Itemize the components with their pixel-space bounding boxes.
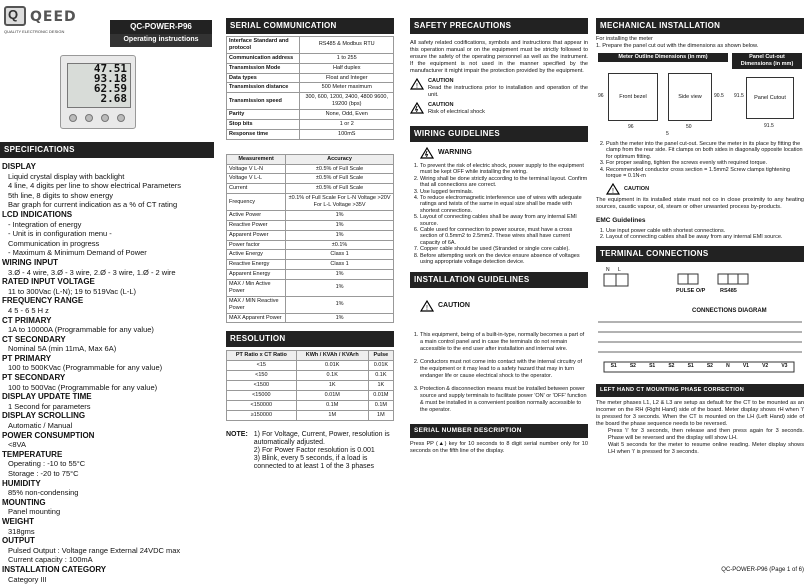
terminal-labels: [604, 363, 794, 369]
list-item: 1. This equipment, being of a built-in-type, normally becomes a part of a main control panel and in case the terminals do not remain accessible to the end user after installation and internal wire.: [420, 332, 588, 353]
spec-line: - Integration of energy: [8, 219, 82, 229]
table-header-cell: Measurement: [227, 154, 286, 164]
spec-heading: TEMPERATURE: [2, 449, 63, 459]
spec-heading: OUTPUT: [2, 536, 35, 546]
front-bezel: Front bezel: [608, 73, 658, 121]
wiring-list: [410, 163, 588, 266]
spec-list: [0, 158, 214, 584]
doc-title: QC-POWER-P96: [110, 20, 212, 34]
spec-heading: HUMIDITY: [2, 478, 41, 488]
serial-number-heading: SERIAL NUMBER DESCRIPTION: [410, 424, 588, 438]
table-row: [227, 371, 394, 381]
table-row: [227, 260, 394, 270]
spec-heading: WEIGHT: [2, 516, 34, 526]
emc-list: 1. Use input power cable with shortest connections. 2. Layout of connecting cables shall be away from any internal EMI source.: [596, 228, 804, 241]
table-cell: 1 or 2: [300, 119, 394, 129]
spec-line: - Maximum & Minimum Demand of Power: [8, 248, 147, 258]
warning-icon: [606, 183, 620, 195]
table-cell: Transmission distance: [227, 83, 300, 93]
table-row: [227, 280, 394, 297]
list-item: 2. Wiring shall be done strictly according to the terminal layout. Confirm that all connections are correct.: [420, 176, 588, 189]
table-row: [227, 93, 394, 110]
table-cell: 0.01K: [368, 361, 393, 371]
table-header: [227, 154, 394, 164]
list-item: 4. Recommended conductor cross section = 1.5mm2 Screw clamps tightening torque = 0.1N-m: [606, 167, 804, 180]
table-header-cell: Pulse: [368, 351, 393, 361]
table-cell: 1K: [368, 381, 393, 391]
installation-heading: INSTALLATION GUIDELINES: [410, 272, 588, 288]
table-cell: Float and Integer: [300, 73, 394, 83]
list-item: 8. Before attempting work on the device ensure absence of voltages using appropriate voltage detection device.: [420, 253, 588, 266]
table-cell: 500 Meter maximum: [300, 83, 394, 93]
lh-ct-heading: LEFT HAND CT MOUNTING PHASE CORRECTION: [596, 384, 804, 397]
spec-heading: WIRING INPUT: [2, 257, 58, 267]
table-cell: Apparent Power: [227, 230, 286, 240]
table-cell: Class 1: [286, 260, 394, 270]
table-row: [227, 174, 394, 184]
table-cell: 1%: [286, 220, 394, 230]
resolution-table: [226, 350, 394, 420]
specifications: [0, 142, 214, 584]
column-3: SAFETY PRECAUTIONS All safety related codifications, symbols and instructions that appear in this operation manual or on the equipment must be strictly followed to ensure the safety of the operating personnel as well as the instrument. If the equipment is not used in the manner specified by the manufacturer it might impair the protection provided by the equipment. ! CAUTION Read the instructions prior to installation and operation of the unit. CAUTION Risk of electrical shock WIRING GUIDELINES WARNING 1. To prevent the risk of electric shock, power supply to the equipment must be kept OFF while installing the wiring. 2. Wiring shall be done strictly according to the terminal layout. Confirm that all connections are correct. 3. Use lugged terminals. 4. To reduce electromagnetic interference use of wires with adequate ratings and twists of the same in equal size shall be made with shortest connections. 5. Layout of connecting cables shall be away from any internal EMI source. 6. Cable used for connection to power source, must have a cross section of 0.5mm2 to 2.5mm2. These wires shall have current capacity of 6A. 7. Copper cable should be used (Stranded or single core cable). 8. Before attempting work on the device ensure absence of voltages using appropriate voltage detection device. INSTALLATION GUIDELINES ! CAUTION 1. This equipment, being of a built-in-type, normally becomes a part of a main control panel and in case the terminals do not remain accessible to the end user after installation and internal wire. 2. Conductors must not come into contact with the internal circuitry of the equipment or it may lead to a safety hazard that may in turn endanger life or cause electrical shock to the operator. 3. Protection & disconnection means must be installed between power source and supply terminals to facilitate power 'ON' or 'OFF' function & must be installed in a convenient position normally accessible to the operator. SERIAL NUMBER DESCRIPTION Press PP (▲) key for 10 seconds to 8 digit serial number only for 10 seconds on the fifth line of the display.: [410, 0, 588, 455]
spec-heading: INSTALLATION CATEGORY: [2, 564, 107, 574]
table-row: [227, 164, 394, 174]
table-cell: 0.01K: [296, 361, 368, 371]
table-cell: <1500: [227, 381, 297, 391]
spec-line: 5th line, 8 digits to show energy: [8, 190, 114, 200]
table-cell: ±0.5% of Full Scale: [286, 184, 394, 194]
table-cell: Frequency: [227, 194, 286, 211]
list-item: 1. To prevent the risk of electric shock, power supply to the equipment must be kept OFF while installing the wiring.: [420, 163, 588, 176]
panel-cutout: Panel Cutout: [746, 77, 794, 119]
spec-heading: FREQUENCY RANGE: [2, 296, 84, 306]
serial-heading: SERIAL COMMUNICATION: [226, 18, 394, 34]
table-cell: Half duplex: [300, 63, 394, 73]
table-row: [227, 240, 394, 250]
table-row: [227, 184, 394, 194]
table-cell: <15000: [227, 390, 297, 400]
table-cell: <150: [227, 371, 297, 381]
doc-subtitle: Operating instructions: [110, 34, 212, 47]
table-cell: Active Power: [227, 210, 286, 220]
table-cell: Response time: [227, 129, 300, 139]
table-row: [227, 53, 394, 63]
table-cell: 100mS: [300, 129, 394, 139]
list-item: 6. Cable used for connection to power source, must have a cross section of 0.5mm2 to 2.5mm2. These wires shall have current capacity of 6A.: [420, 227, 588, 246]
table-cell: RS485 & Modbus RTU: [300, 37, 394, 54]
table-row: [227, 83, 394, 93]
table-cell: Power factor: [227, 240, 286, 250]
terminal-label: N: [726, 363, 730, 370]
column-1: [0, 0, 214, 584]
table-cell: Interface Standard and protocol: [227, 37, 300, 54]
table-cell: 0.1M: [368, 400, 393, 410]
table-row: [227, 410, 394, 420]
spec-heading: RATED INPUT VOLTAGE: [2, 277, 95, 287]
spec-heading: CT PRIMARY: [2, 315, 52, 325]
svg-text:!: !: [426, 304, 428, 312]
svg-text:!: !: [416, 83, 418, 90]
mechanical-steps: [596, 141, 804, 179]
safety-heading: SAFETY PRECAUTIONS: [410, 18, 588, 34]
table-cell: 1 to 255: [300, 53, 394, 63]
table-cell: 0.1M: [296, 400, 368, 410]
table-cell: ±0.5% of Full Scale: [286, 164, 394, 174]
spec-line: 85% non-condensing: [8, 488, 79, 498]
list-item: 2. Conductors must not come into contact with the internal circuitry of the equipment or it may lead to a safety hazard that may in turn endanger life or cause electrical shock to the operator.: [420, 359, 588, 380]
spec-line: 100 to 500KVac (Programmable for any value): [8, 363, 163, 373]
terminal-label: V2: [762, 363, 769, 370]
table-cell: 1%: [286, 313, 394, 323]
wiring-heading: WIRING GUIDELINES: [410, 126, 588, 142]
warning-icon: [420, 300, 434, 312]
table-row: [227, 210, 394, 220]
column-4: MECHANICAL INSTALLATION For installing the meter 1. Prepare the panel cut out with the dimensions as shown below. Meter Outline Dimensions (in mm) Panel Cut-out Dimensions (in mm) Front bezel Side view Panel Cutout 96 50 5 90.5 91.5 96 91.5 2. Push the meter into the panel cut-out. Secure the meter in its place by fitting the clamp from the rear side. Fit clamps on both sides in diagonally opposite location for optimum fitting. 3. For proper sealing, tighten the screws evenly with required torque. 4. Recommended conductor cross section = 1.5mm2 Screw clamps tightening torque = 0.1N-m ! CAUTION The equipment in its installed state must not co in close proximity to any heating sources, caustic vapour, oil, steam or other unwanted process by-products. EMC Guidelines 1. Use input power cable with shortest connections. 2. Layout of connecting cables shall be away from any internal EMI source. TERMINAL CONNECTIONS N L PULSE O/P RS485 CONNECTIONS DIAGRAM S1 S2 S1 S2 S1 S2 N V1 V2 V3 LEFT HAND CT MOUNTING PHASE CORRECTION The meter phases L1, L2 & L3 are setup as default for the CT to be mounted as an incomer on the RH (Right Hand) side of the board. Meter display shows rH when 'i' is pressed for 3 seconds. When the CT is mounted on the LH (Left Hand) side of the board the phase sequence needs to be reversed. Press 'i' for 3 seconds, then release and then press again for 3 seconds. Phase will be reversed and the display will show LH. Wait 5 seconds for the meter to resume online reading. Meter display shows LH when 'i' is pressed for 3 seconds.: [596, 0, 804, 456]
spec-line: 1A to 10000A (Programmable for any value): [8, 325, 154, 335]
spec-heading: POWER CONSUMPTION: [2, 430, 95, 440]
spec-line: Liquid crystal display with backlight: [8, 171, 125, 181]
list-item: 4. To reduce electromagnetic interference use of wires with adequate ratings and twists of the same in equal size shall be made with shortest connections.: [420, 195, 588, 214]
spec-heading: MOUNTING: [2, 497, 46, 507]
spec-heading: LCD INDICATIONS: [2, 209, 73, 219]
table-header-cell: PT Ratio x CT Ratio: [227, 351, 297, 361]
table-row: [227, 390, 394, 400]
table-cell: 300, 600, 1200, 2400, 4800 9600, 19200 (bps): [300, 93, 394, 110]
dimension-diagram: Meter Outline Dimensions (in mm) Panel Cut-out Dimensions (in mm) Front bezel Side view Panel Cutout 96 50 5 90.5 91.5 96 91.5: [596, 53, 804, 139]
table-cell: Stop bits: [227, 119, 300, 129]
table-cell: ±0.1%: [286, 240, 394, 250]
terminal-label: S1: [687, 363, 694, 370]
note: NOTE: 1) For Voltage, Current, Power, resolution is automatically adjusted. 2) For Power Factor resolution is 0.001 3) Blink, every 5 seconds, if a load is connected to at least 1 of the 3 phases: [226, 430, 390, 471]
svg-text:L: L: [618, 267, 621, 274]
spec-line: Storage : -20 to 75°C: [8, 469, 79, 478]
accuracy-table: [226, 154, 394, 324]
spec-line: Bar graph for current indication as a % of CT rating: [8, 200, 178, 210]
list-item: 2. Push the meter into the panel cut-out. Secure the meter in its place by fitting the clamp from the rear side. Fit clamps on both sides in diagonally opposite location for optimum fitting.: [606, 141, 804, 160]
table-cell: 0.1K: [368, 371, 393, 381]
table-cell: 1%: [286, 210, 394, 220]
table-cell: 0.01M: [368, 390, 393, 400]
terminal-label: S2: [629, 363, 636, 370]
table-cell: 0.1K: [296, 371, 368, 381]
spec-line: Panel mounting: [8, 507, 61, 517]
shock-icon: [410, 102, 424, 114]
spec-line: 4 5 - 6 5 H z: [8, 305, 49, 315]
table-cell: ±0.5% of Full Scale: [286, 174, 394, 184]
terminal-label: S1: [610, 363, 617, 370]
spec-heading: DISPLAY: [2, 162, 36, 171]
spec-line: <8VA: [8, 440, 26, 450]
table-cell: MAX Apparent Power: [227, 313, 286, 323]
table-cell: Transmission Mode: [227, 63, 300, 73]
table-cell: ≥150000: [227, 410, 297, 420]
terminal-label: S2: [706, 363, 713, 370]
table-row: [227, 63, 394, 73]
table-row: [227, 119, 394, 129]
spec-line: 11 to 300Vac (L-N); 19 to 519Vac (L-L): [8, 286, 136, 296]
table-row: [227, 110, 394, 120]
table-row: [227, 250, 394, 260]
table-row: [227, 129, 394, 139]
table-cell: 1M: [368, 410, 393, 420]
spec-line: Nominal 5A (min 11mA, Max 6A): [8, 344, 117, 354]
table-row: [227, 194, 394, 211]
terminal-label: S1: [649, 363, 656, 370]
table-cell: <15: [227, 361, 297, 371]
table-row: [227, 400, 394, 410]
spec-line: Category III: [8, 574, 47, 584]
svg-text:!: !: [612, 188, 614, 196]
spec-line: 1 Second for parameters: [8, 401, 91, 411]
table-cell: MAX / Min Active Power: [227, 280, 286, 297]
table-cell: Communication address: [227, 53, 300, 63]
table-header-cell: KWh / KVAh / KVArh: [296, 351, 368, 361]
list-item: 3. Use lugged terminals.: [420, 189, 588, 195]
list-item: 5. Layout of connecting cables shall be away from any internal EMI source.: [420, 214, 588, 227]
brand-logo: Q QEED QUALITY ELECTRONIC DESIGN: [4, 7, 77, 34]
table-cell: MAX / MIN Reactive Power: [227, 296, 286, 313]
table-cell: None, Odd, Even: [300, 110, 394, 120]
installation-list: [410, 332, 588, 414]
table-cell: 1%: [286, 270, 394, 280]
table-cell: Class 1: [286, 250, 394, 260]
table-cell: ±0.1% of Full Scale For L-N Voltage >20V For L-L Voltage >35V: [286, 194, 394, 211]
list-item: 3. Protection & disconnection means must be installed between power source and supply terminals to facilitate power 'ON' or 'OFF' function & must be installed in a convenient position normally accessible to the operator.: [420, 386, 588, 414]
table-cell: 1%: [286, 296, 394, 313]
spec-line: - Unit is in configuration menu -: [8, 229, 112, 239]
spec-line: Pulsed Output : Voltage range External 24VDC max: [8, 545, 181, 555]
table-header: [227, 351, 394, 361]
table-cell: Voltage V L-L: [227, 174, 286, 184]
spec-line: 318gms: [8, 526, 35, 536]
spec-line: 3.Ø - 4 wire, 3.Ø - 3 wire, 2.Ø - 3 wire, 1.Ø - 2 wire: [8, 267, 176, 277]
spec-heading: PT SECONDARY: [2, 373, 66, 383]
table-cell: Transmission speed: [227, 93, 300, 110]
table-row: [227, 313, 394, 323]
table-cell: Reactive Energy: [227, 260, 286, 270]
terminal-diagram: N L PULSE O/P RS485 CONNECTIONS DIAGRAM S1 S2 S1 S2 S1 S2 N V1 V2 V3: [596, 262, 804, 382]
caution-1: ! CAUTION Read the instructions prior to installation and operation of the unit.: [410, 78, 588, 99]
table-row: [227, 220, 394, 230]
table-cell: Parity: [227, 110, 300, 120]
spec-line: Current capacity : 100mA: [8, 555, 93, 565]
terminal-label: S2: [668, 363, 675, 370]
terminal-label: V3: [781, 363, 788, 370]
resolution-heading: RESOLUTION: [226, 331, 394, 347]
table-row: [227, 296, 394, 313]
table-row: [227, 361, 394, 371]
table-row: [227, 230, 394, 240]
serial-table: [226, 36, 394, 140]
table-cell: 1K: [296, 381, 368, 391]
table-cell: 1%: [286, 280, 394, 297]
warning-icon: [410, 78, 424, 90]
table-cell: 1M: [296, 410, 368, 420]
specifications-heading: SPECIFICATIONS: [0, 142, 214, 158]
spec-heading: DISPLAY UPDATE TIME: [2, 392, 92, 402]
table-cell: Data types: [227, 73, 300, 83]
spec-line: 100 to 500Vac (Programmable for any value): [8, 382, 158, 392]
table-cell: 0.01M: [296, 390, 368, 400]
table-cell: Active Energy: [227, 250, 286, 260]
spec-heading: DISPLAY SCROLLING: [2, 411, 86, 421]
meter-image: 47.51 93.18 62.59 2.68: [60, 55, 136, 129]
side-view: Side view: [668, 73, 712, 121]
caution-2: CAUTION Risk of electrical shock: [410, 102, 588, 116]
table-cell: 1%: [286, 230, 394, 240]
list-item: 3. For proper sealing, tighten the screws evenly with required torque.: [606, 160, 804, 166]
spec-line: Automatic / Manual: [8, 421, 73, 431]
spec-heading: PT PRIMARY: [2, 353, 52, 363]
spec-line: Communication in progress: [8, 238, 100, 248]
table-cell: Apparent Energy: [227, 270, 286, 280]
terminal-label: V1: [742, 363, 749, 370]
table-header-cell: Accuracy: [286, 154, 394, 164]
spec-heading: CT SECONDARY: [2, 334, 66, 344]
mechanical-heading: MECHANICAL INSTALLATION: [596, 18, 804, 34]
list-item: 7. Copper cable should be used (Stranded or single core cable).: [420, 246, 588, 252]
column-2: [226, 0, 394, 472]
spec-line: Operating : -10 to 55°C: [8, 459, 86, 469]
spec-line: 4 line, 4 digits per line to show electrical Parameters: [8, 181, 181, 191]
table-row: [227, 270, 394, 280]
svg-text:N: N: [606, 267, 610, 274]
table-cell: <150000: [227, 400, 297, 410]
table-cell: Voltage V L-N: [227, 164, 286, 174]
table-cell: Reactive Power: [227, 220, 286, 230]
table-row: [227, 381, 394, 391]
terminal-heading: TERMINAL CONNECTIONS: [596, 246, 804, 262]
table-row: [227, 73, 394, 83]
page-footer: QC-POWER-P96 (Page 1 of 6): [721, 566, 804, 573]
warning-icon: [420, 147, 434, 159]
table-row: [227, 37, 394, 54]
table-cell: Current: [227, 184, 286, 194]
